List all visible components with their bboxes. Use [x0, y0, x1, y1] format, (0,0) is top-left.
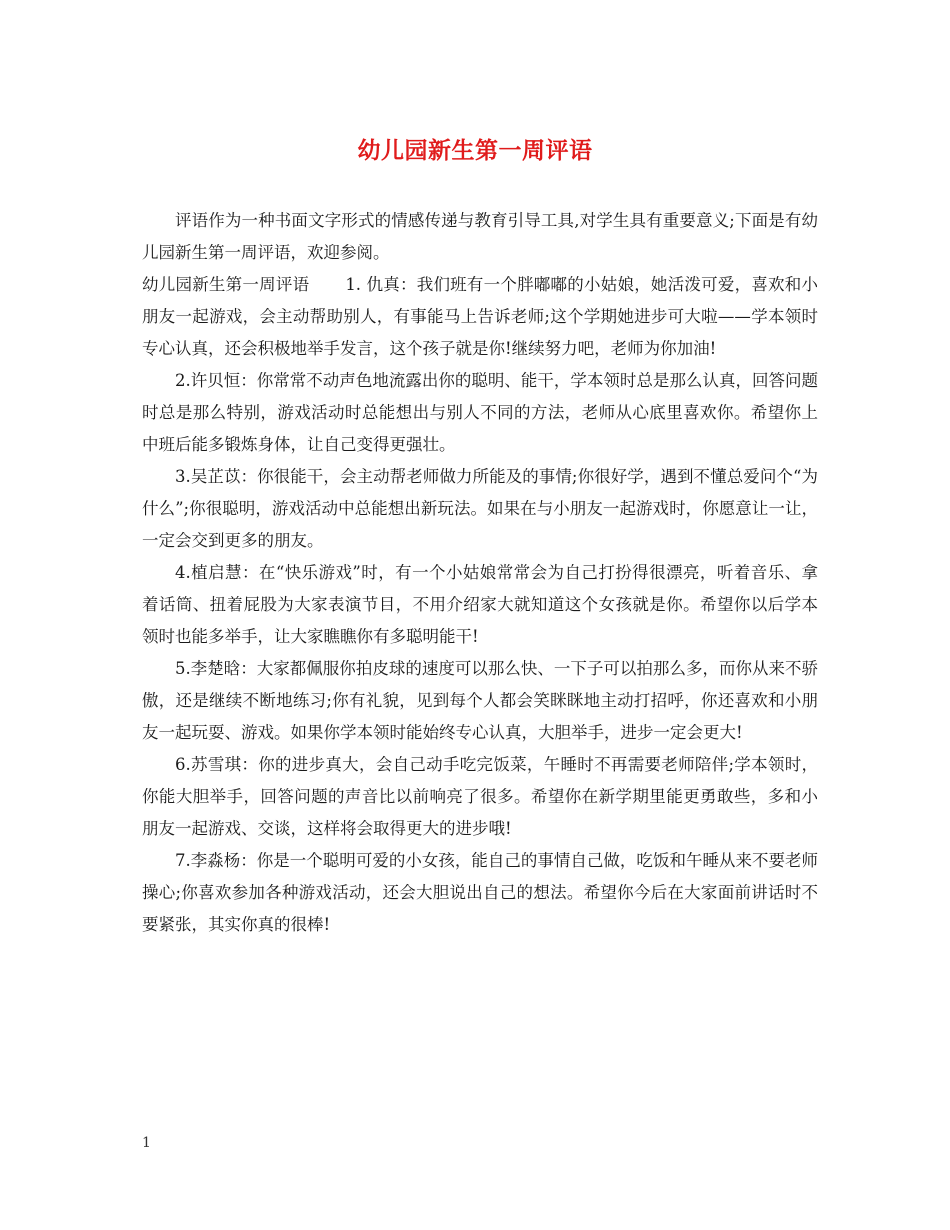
comment-text-1: 1. 仇真：我们班有一个胖嘟嘟的小姑娘，她活泼可爱，喜欢和小朋友一起游戏，会主动帮助别人，有事能马上告诉老师;这个学期她进步可大啦——学本领时专心认真，还会积极地举手发言，这个孩子就是你!继续努力吧，老师为你加油!	[142, 275, 819, 358]
intro-paragraph: 评语作为一种书面文字形式的情感传递与教育引导工具,对学生具有重要意义;下面是有幼儿园新生第一周评语，欢迎参阅。	[142, 211, 818, 262]
comment-paragraph-5: 5.李楚晗：大家都佩服你拍皮球的速度可以那么快、一下子可以拍那么多，而你从来不骄傲，还是继续不断地练习;你有礼貌，见到每个人都会笑眯眯地主动打招呼，你还喜欢和小朋友一起玩耍、游戏。如果你学本领时能始终专心认真，大胆举手，进步一定会更大!	[142, 659, 818, 742]
document-body	[142, 205, 818, 941]
section-heading: 幼儿园新生第一周评语	[142, 275, 310, 294]
comment-paragraph-4: 4.植启慧：在“快乐游戏”时，有一个小姑娘常常会为自己打扮得很漂亮，听着音乐、拿着话筒、扭着屁股为大家表演节目，不用介绍家大就知道这个女孩就是你。希望你以后学本领时也能多举手，让大家瞧瞧你有多聪明能干!	[142, 563, 818, 646]
comment-paragraph-2: 2.许贝恒：你常常不动声色地流露出你的聪明、能干，学本领时总是那么认真，回答问题时总是那么特别，游戏活动时总能想出与别人不同的方法，老师从心底里喜欢你。希望你上中班后能多锻炼身体，让自己变得更强壮。	[142, 371, 818, 454]
comment-paragraph-3: 3.吴芷苡：你很能干，会主动帮老师做力所能及的事情;你很好学，遇到不懂总爱问个“为什么”;你很聪明，游戏活动中总能想出新玩法。如果在与小朋友一起游戏时，你愿意让一让，一定会交到更多的朋友。	[142, 467, 818, 550]
page-number: 1	[142, 1135, 151, 1151]
comment-paragraph-7: 7.李淼杨：你是一个聪明可爱的小女孩，能自己的事情自己做，吃饭和午睡从来不要老师操心;你喜欢参加各种游戏活动，还会大胆说出自己的想法。希望你今后在大家面前讲话时不要紧张，其实你真的很棒!	[142, 851, 818, 934]
comment-paragraph-6: 6.苏雪琪：你的进步真大，会自己动手吃完饭菜，午睡时不再需要老师陪伴;学本领时，你能大胆举手，回答问题的声音比以前响亮了很多。希望你在新学期里能更勇敢些，多和小朋友一起游戏、交谈，这样将会取得更大的进步哦!	[142, 755, 818, 838]
document-title: 幼儿园新生第一周评语	[357, 137, 593, 164]
comment-paragraph-1	[142, 269, 818, 365]
